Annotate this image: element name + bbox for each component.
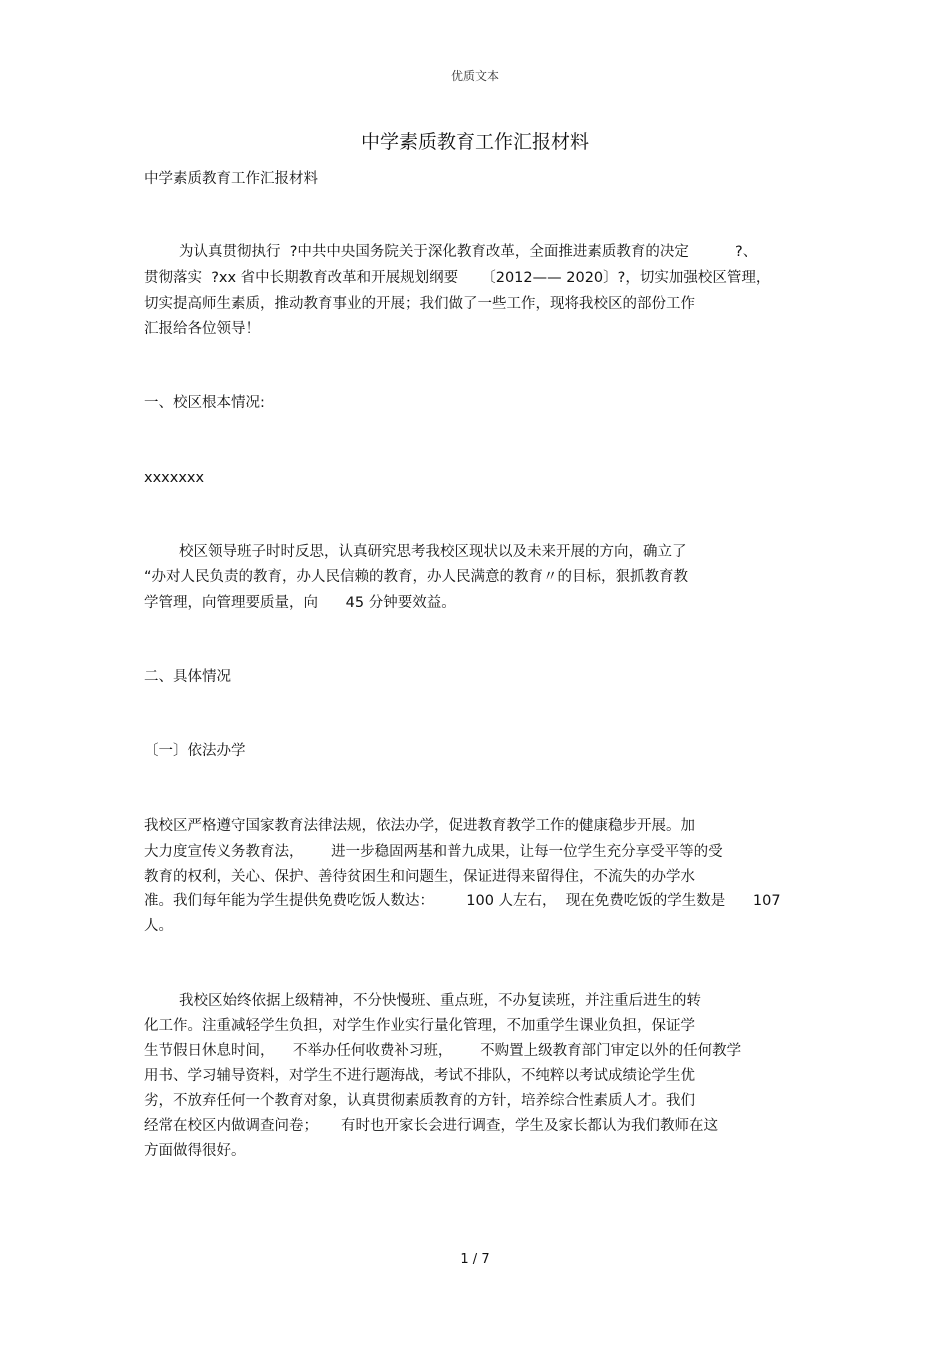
paragraph-line: 教育的权利，关心、保护、善待贫困生和问题生，保证进得来留得住，不流失的办学水 — [144, 869, 695, 885]
subsection-heading: 〔一〕依法办学 — [144, 743, 246, 759]
paragraph-line: 人。 — [144, 918, 173, 934]
paragraph-line: 我校区始终依据上级精神，不分快慢班、重点班，不办复读班，并注重后进生的转 — [179, 993, 701, 1009]
paragraph-line: 校区领导班子时时反思，认真研究思考我校区现状以及未来开展的方向，确立了 — [179, 544, 687, 560]
paragraph-line: “办对人民负责的教育，办人民信赖的教育，办人民满意的教育〃的目标，狠抓教育教 — [144, 569, 689, 585]
paragraph-line: 用书、学习辅导资料，对学生不进行题海战，考试不排队，不纯粹以考试成绩论学生优 — [144, 1068, 695, 1084]
school-name: xxxxxxx — [144, 470, 205, 486]
intro-line: 切实提高师生素质，推动教育事业的开展；我们做了一些工作，现将我校区的部份工作 — [144, 296, 695, 312]
paragraph-line: 方面做得很好。 — [144, 1143, 246, 1159]
paragraph-line: 我校区严格遵守国家教育法律法规，依法办学，促进教育教学工作的健康稳步开展。加 — [144, 818, 695, 834]
section-heading: 二、具体情况 — [144, 669, 231, 685]
paragraph-line: 经常在校区内做调查问卷； 有时也开家长会进行调查，学生及家长都认为我们教师在这 — [144, 1118, 719, 1134]
paragraph-line: 化工作。注重减轻学生负担，对学生作业实行量化管理，不加重学生课业负担，保证学 — [144, 1018, 695, 1034]
section-heading: 一、校区根本情况: — [144, 395, 265, 411]
page-number: 1 / 7 — [460, 1252, 490, 1267]
paragraph-line: 大力度宣传义务教育法， 进一步稳固两基和普九成果，让每一位学生充分享受平等的受 — [144, 844, 723, 860]
paragraph-line: 生节假日休息时间， 不举办任何收费补习班， 不购置上级教育部门审定以外的任何教学 — [144, 1043, 742, 1059]
document-title: 中学素质教育工作汇报材料 — [360, 131, 589, 153]
page-header: 优质文本 — [450, 69, 499, 83]
subtitle: 中学素质教育工作汇报材料 — [144, 171, 318, 187]
paragraph-line: 学管理，向管理要质量，向 45 分钟要效益。 — [144, 595, 456, 611]
intro-line: 汇报给各位领导！ — [144, 321, 260, 337]
paragraph-line: 劣，不放弃任何一个教育对象，认真贯彻素质教育的方针，培养综合性素质人才。我们 — [144, 1093, 695, 1109]
intro-line: 贯彻落实 ?xx 省中长期教育改革和开展规划纲要 〔2012—— 2020〕?，切实加强校区管理， — [144, 270, 771, 286]
paragraph-line: 准。我们每年能为学生提供免费吃饭人数达： 100 人左右， 现在免费吃饭的学生数是 107 — [144, 893, 781, 909]
intro-line: 为认真贯彻执行 ?中共中央国务院关于深化教育改革，全面推进素质教育的决定 ?、 — [179, 244, 758, 260]
